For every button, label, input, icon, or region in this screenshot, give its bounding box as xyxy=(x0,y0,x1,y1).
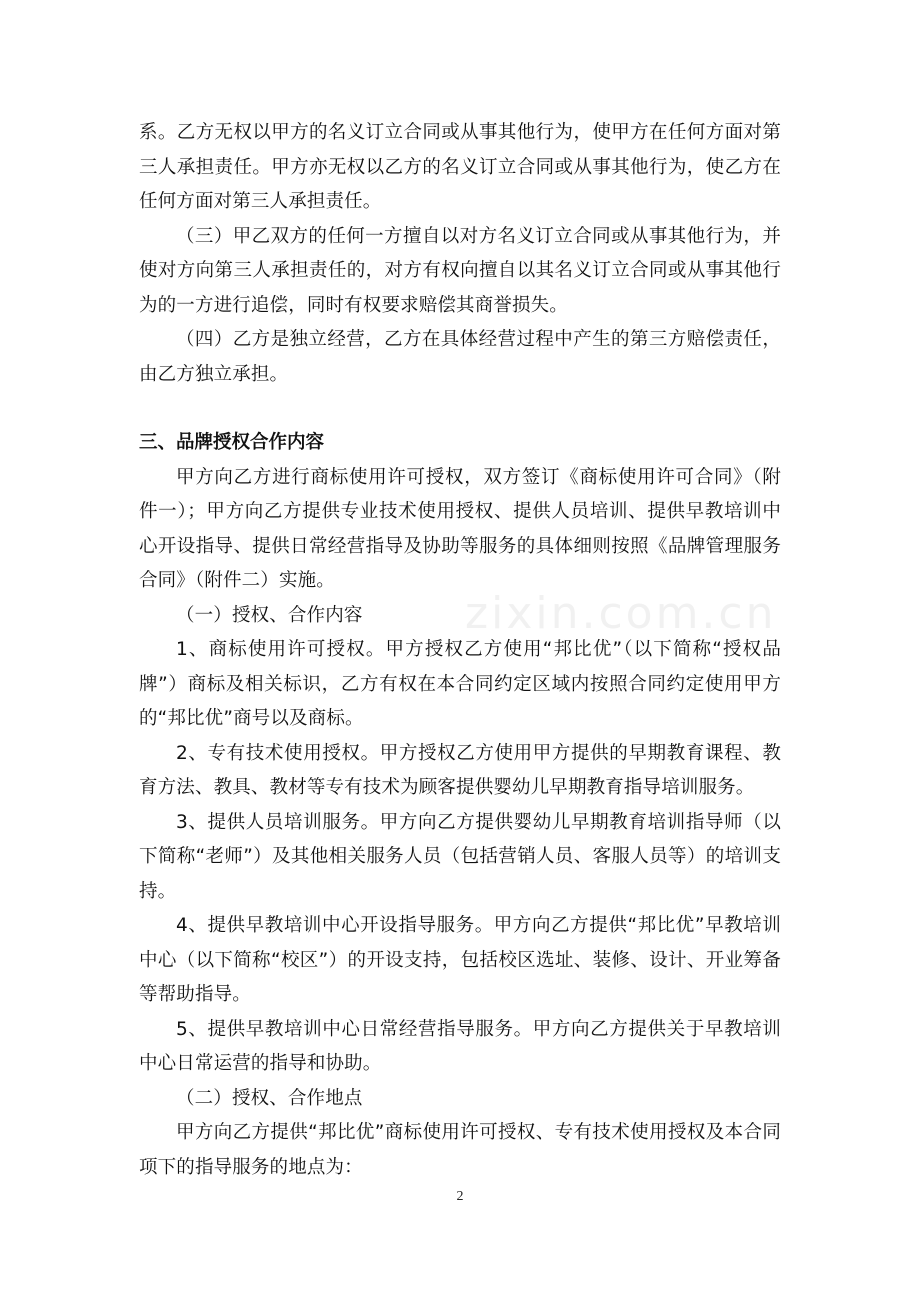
paragraph-intro: 甲方向乙方进行商标使用许可授权，双方签订《商标使用许可合同》（附件一）；甲方向乙方提供专业技术使用授权、提供人员培训、提供早教培训中心开设指导、提供日常经营指导及协助等服务的具体细则按照《品牌管理服务合同》（附件二）实施。 xyxy=(139,466,781,591)
subheading-content: （一）授权、合作内容 xyxy=(176,604,363,626)
watermark: zixin.com.cn xyxy=(465,588,777,639)
page-number: 2 xyxy=(456,1189,464,1204)
paragraph-location: 甲方向乙方提供“邦比优”商标使用许可授权、专有技术使用授权及本合同项下的指导服务的地点为： xyxy=(139,1122,781,1178)
section-heading: 三、品牌授权合作内容 xyxy=(139,432,325,453)
document-body xyxy=(139,116,781,1185)
paragraph-continuation: 系。乙方无权以甲方的名义订立合同或从事其他行为，使甲方在任何方面对第三人承担责任。甲方亦无权以乙方的名义订立合同或从事其他行为，使乙方在任何方面对第三人承担责任。 xyxy=(139,122,781,212)
paragraph-item-2: 2、专有技术使用授权。甲方授权乙方使用甲方提供的早期教育课程、教育方法、教具、教材等专有技术为顾客提供婴幼儿早期教育指导培训服务。 xyxy=(139,742,781,798)
paragraph-item-1: 1、商标使用许可授权。甲方授权乙方使用“邦比优”（以下简称“授权品牌”）商标及相关标识，乙方有权在本合同约定区域内按照合同约定使用甲方的“邦比优”商号以及商标。 xyxy=(139,639,781,729)
paragraph-item-3: 3、提供人员培训服务。甲方向乙方提供婴幼儿早期教育培训指导师（以下简称“老师”）及其他相关服务人员（包括营销人员、客服人员等）的培训支持。 xyxy=(139,811,781,902)
paragraph-item-5: 5、提供早教培训中心日常经营指导服务。甲方向乙方提供关于早教培训中心日常运营的指导和协助。 xyxy=(139,1018,781,1074)
paragraph-item-4: 4、提供早教培训中心开设指导服务。甲方向乙方提供“邦比优”早教培训中心（以下简称“校区”）的开设支持，包括校区选址、装修、设计、开业筹备等帮助指导。 xyxy=(139,915,781,1005)
paragraph-clause-3: （三）甲乙双方的任何一方擅自以对方名义订立合同或从事其他行为，并使对方向第三人承担责任的，对方有权向擅自以其名义订立合同或从事其他行为的一方进行追偿，同时有权要求赔偿其商誉损失。 xyxy=(139,225,781,316)
subheading-location: （二）授权、合作地点 xyxy=(176,1087,363,1109)
paragraph-clause-4: （四）乙方是独立经营，乙方在具体经营过程中产生的第三方赔偿责任，由乙方独立承担。 xyxy=(139,329,781,385)
